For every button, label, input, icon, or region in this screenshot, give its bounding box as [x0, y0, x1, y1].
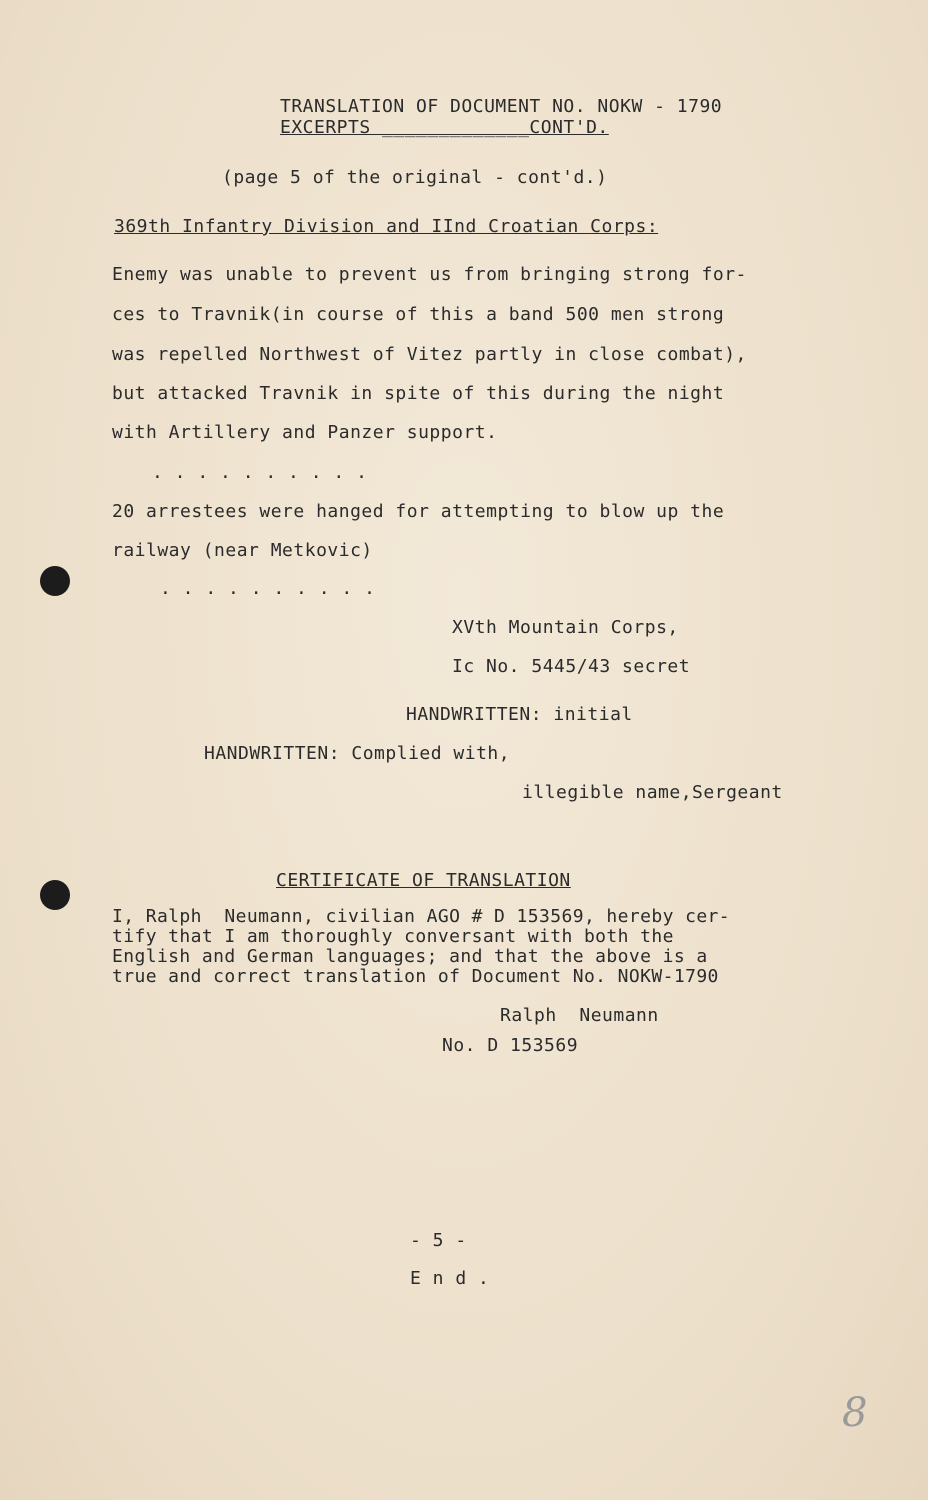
certificate-body [112, 907, 730, 987]
certificate-line: English and German languages; and that the above is a [112, 946, 708, 967]
signature-name: illegible name,Sergeant [522, 782, 783, 803]
punch-hole [40, 880, 70, 910]
handwritten-margin-mark: 8 [842, 1390, 868, 1436]
signature-ref: Ic No. 5445/43 secret [452, 656, 691, 677]
ellipsis-separator: . . . . . . . . . . [160, 578, 376, 599]
page-note: (page 5 of the original - cont'd.) [222, 167, 608, 188]
body-line: Enemy was unable to prevent us from bringing strong for- [112, 264, 747, 285]
handwritten-note: HANDWRITTEN: Complied with, [204, 743, 511, 764]
arrest-line: railway (near Metkovic) [112, 540, 373, 561]
section-heading: 369th Infantry Division and IInd Croatian Corps: [114, 216, 659, 237]
body-line: was repelled Northwest of Vitez partly in close combat), [112, 344, 747, 365]
header-excerpts: EXCERPTS _____________CONT'D. [280, 117, 609, 138]
signature-unit: XVth Mountain Corps, [452, 617, 679, 638]
certificate-line: I, Ralph Neumann, civilian AGO # D 153569, hereby cer- [112, 906, 731, 927]
body-line: but attacked Travnik in spite of this during the night [112, 383, 725, 404]
certificate-title: CERTIFICATE OF TRANSLATION [276, 870, 571, 891]
body-line: with Artillery and Panzer support. [112, 422, 498, 443]
header-title: TRANSLATION OF DOCUMENT NO. NOKW - 1790 [280, 96, 723, 117]
ellipsis-separator: . . . . . . . . . . [152, 462, 368, 483]
certificate-line: tify that I am thoroughly conversant with both the [112, 926, 674, 947]
certificate-signer-number: No. D 153569 [442, 1035, 579, 1056]
certificate-signer: Ralph Neumann [500, 1005, 659, 1026]
punch-hole [40, 566, 70, 596]
page-number: - 5 - [410, 1230, 467, 1251]
end-marker: E n d . [410, 1268, 490, 1289]
arrest-line: 20 arrestees were hanged for attempting to blow up the [112, 501, 725, 522]
handwritten-note: HANDWRITTEN: initial [406, 704, 633, 725]
certificate-line: true and correct translation of Document No. NOKW-1790 [112, 966, 719, 987]
body-line: ces to Travnik(in course of this a band 500 men strong [112, 304, 725, 325]
